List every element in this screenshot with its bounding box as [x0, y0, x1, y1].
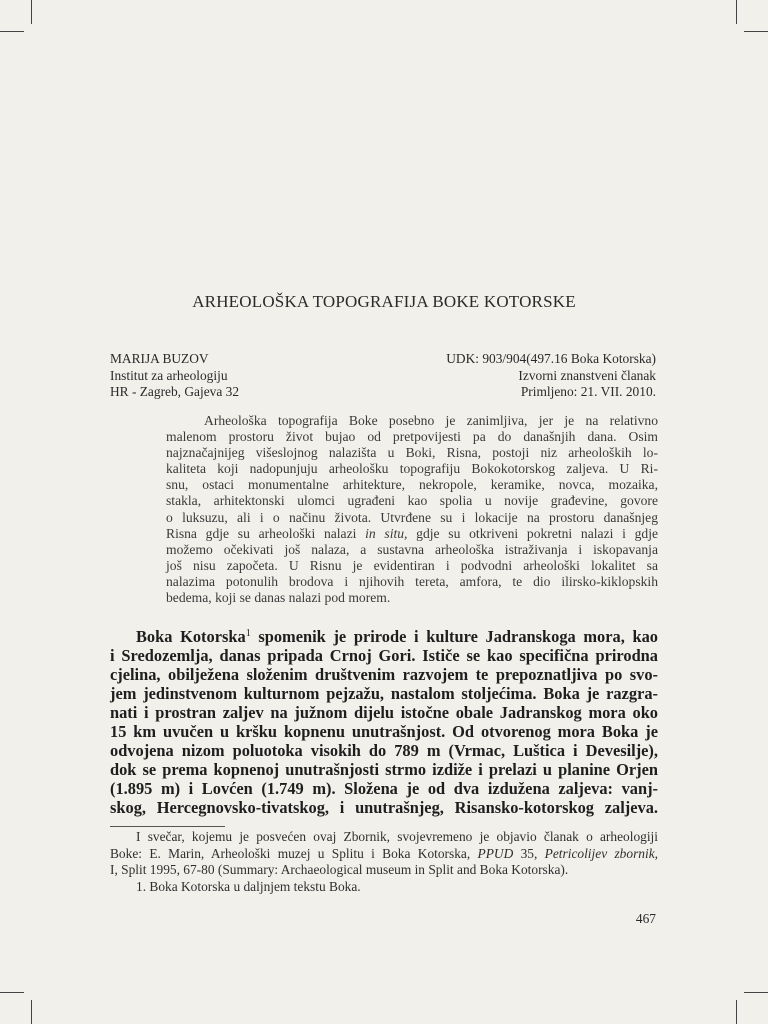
abstract [166, 413, 658, 606]
abstract-line: kaliteta koji nadopunjuju arheološku topografiju Bokokotorskog zaljeva. U Ri- [166, 461, 658, 477]
abstract-text: gdje su otkriveni pokretni nalazi i gdje [407, 525, 658, 541]
article-title: ARHEOLOŠKA TOPOGRAFIJA BOKE KOTORSKE [192, 292, 576, 311]
received-date: Primljeno: 21. VII. 2010. [520, 384, 656, 399]
page-number: 467 [635, 911, 656, 926]
abstract-line [166, 526, 658, 542]
author-name: MARIJA BUZOV [110, 351, 209, 366]
body-line: i Sredozemlja, danas pripada Crnoj Gori. Ističe se kao specifična prirodna [110, 646, 658, 665]
crop-mark-bottom-left [31, 1000, 32, 1024]
abstract-line: malenom prostoru život bujao od pretpovijesti pa do današnjih dana. Osim [166, 429, 658, 445]
body-line: dok se prema kopnenoj unutrašnjosti strmo izdiže i prelazi u planine Orjen [110, 760, 658, 779]
author-address: HR - Zagreb, Gajeva 32 [110, 384, 240, 399]
crop-mark-bottom-left-h [0, 992, 24, 993]
body-lead: Boka Kotorska [136, 627, 246, 646]
footnote-italic: Petricolijev zbornik, [544, 845, 658, 861]
crop-mark-top-right-h [744, 31, 768, 32]
footnote-1: 1. Boka Kotorska u daljnjem tekstu Boka. [136, 878, 361, 894]
abstract-line: možemo očekivati još nalaza, a sustavna arheološka istraživanja i iskopavanja [166, 541, 658, 557]
body-line: jem jedinstvenom kulturnom pejzažu, nastalom stoljećima. Boka je razgra- [110, 684, 658, 703]
crop-mark-bottom-right [736, 1000, 737, 1024]
author-block [110, 351, 239, 401]
footnote-line [110, 846, 658, 863]
author-institution: Institut za arheologiju [110, 367, 228, 383]
abstract-text: Risna gdje su arheološki nalazi [166, 525, 366, 541]
abstract-line: snu, ostaci monumentalne arhitekture, nekropole, keramike, novca, mozaika, [166, 477, 658, 493]
footnote-line: I, Split 1995, 67-80 (Summary: Archaeological museum in Split and Boka Kotorska). [110, 862, 569, 878]
crop-mark-bottom-right-h [744, 992, 768, 993]
body-line [110, 627, 658, 646]
crop-mark-top-left [31, 0, 32, 24]
crop-mark-top-left-h [0, 31, 24, 32]
abstract-line: o luksuzu, ali i o načinu života. Utvrđene su i lokacije na prostoru današnjeg [166, 509, 658, 525]
abstract-line: najznačajnijeg višeslojnog nalazišta u Boki, Risna, postoji niz arheoloških lo- [166, 445, 658, 461]
footnotes [110, 829, 658, 895]
body-line: nati i prostran zaljev na južnom dijelu istočne obale Jadranskog mora oko [110, 703, 658, 722]
body-text: spomenik je prirode i kulture Jadranskoga mora, kao [250, 627, 658, 646]
body-paragraph [110, 627, 658, 817]
article-type: Izvorni znanstveni članak [518, 367, 656, 383]
abstract-line: Arheološka topografija Boke posebno je zanimljiva, jer je na relativno [204, 413, 658, 428]
udk-code: UDK: 903/904(497.16 Boka Kotorska) [446, 351, 656, 366]
footnote-text: 35, [513, 845, 545, 861]
abstract-line: još nisu započeta. U Risnu je evidentiran i podvodni arheološki lokalitet sa [166, 557, 658, 573]
abstract-italic: in situ, [365, 525, 408, 541]
footnote-ref: 1 [245, 628, 251, 639]
body-line: cjelina, obilježena složenim društvenim razvojem te prepoznatljiva po svo- [110, 665, 658, 684]
footnote-divider [110, 826, 225, 827]
abstract-line: nalazima potonulih brodova i njihovih tereta, amfora, te dio ilirsko-kiklopskih [166, 573, 658, 589]
abstract-line: stakla, arhitektonski ulomci ugrađeni kao spolia u novije građevine, govore [166, 493, 658, 509]
body-line: odvojena nizom poluotoka visokih do 789 m (Vrmac, Luštica i Devesilje), [110, 741, 658, 760]
body-line: skog, Hercegnovsko-tivatskog, i unutrašnjeg, Risansko-kotorskog zaljeva. [110, 798, 658, 817]
body-line: 15 km uvučen u kršku kopnenu unutrašnjost. Od otvorenog mora Boka je [110, 722, 658, 741]
body-line: (1.895 m) i Lovćen (1.749 m). Složena je od dva izdužena zaljeva: vanj- [110, 779, 658, 798]
abstract-line: bedema, koji se danas nalazi pod morem. [166, 590, 391, 606]
footnote-text: Boke: E. Marin, Arheološki muzej u Splitu i Boka Kotorska, [110, 845, 478, 861]
footnote-italic: PPUD [477, 845, 514, 861]
crop-mark-top-right [736, 0, 737, 24]
classification-block [446, 351, 656, 401]
footnote-line: I svečar, kojemu je posvećen ovaj Zbornik, svojevremeno je objavio članak o arheologiji [136, 829, 658, 844]
